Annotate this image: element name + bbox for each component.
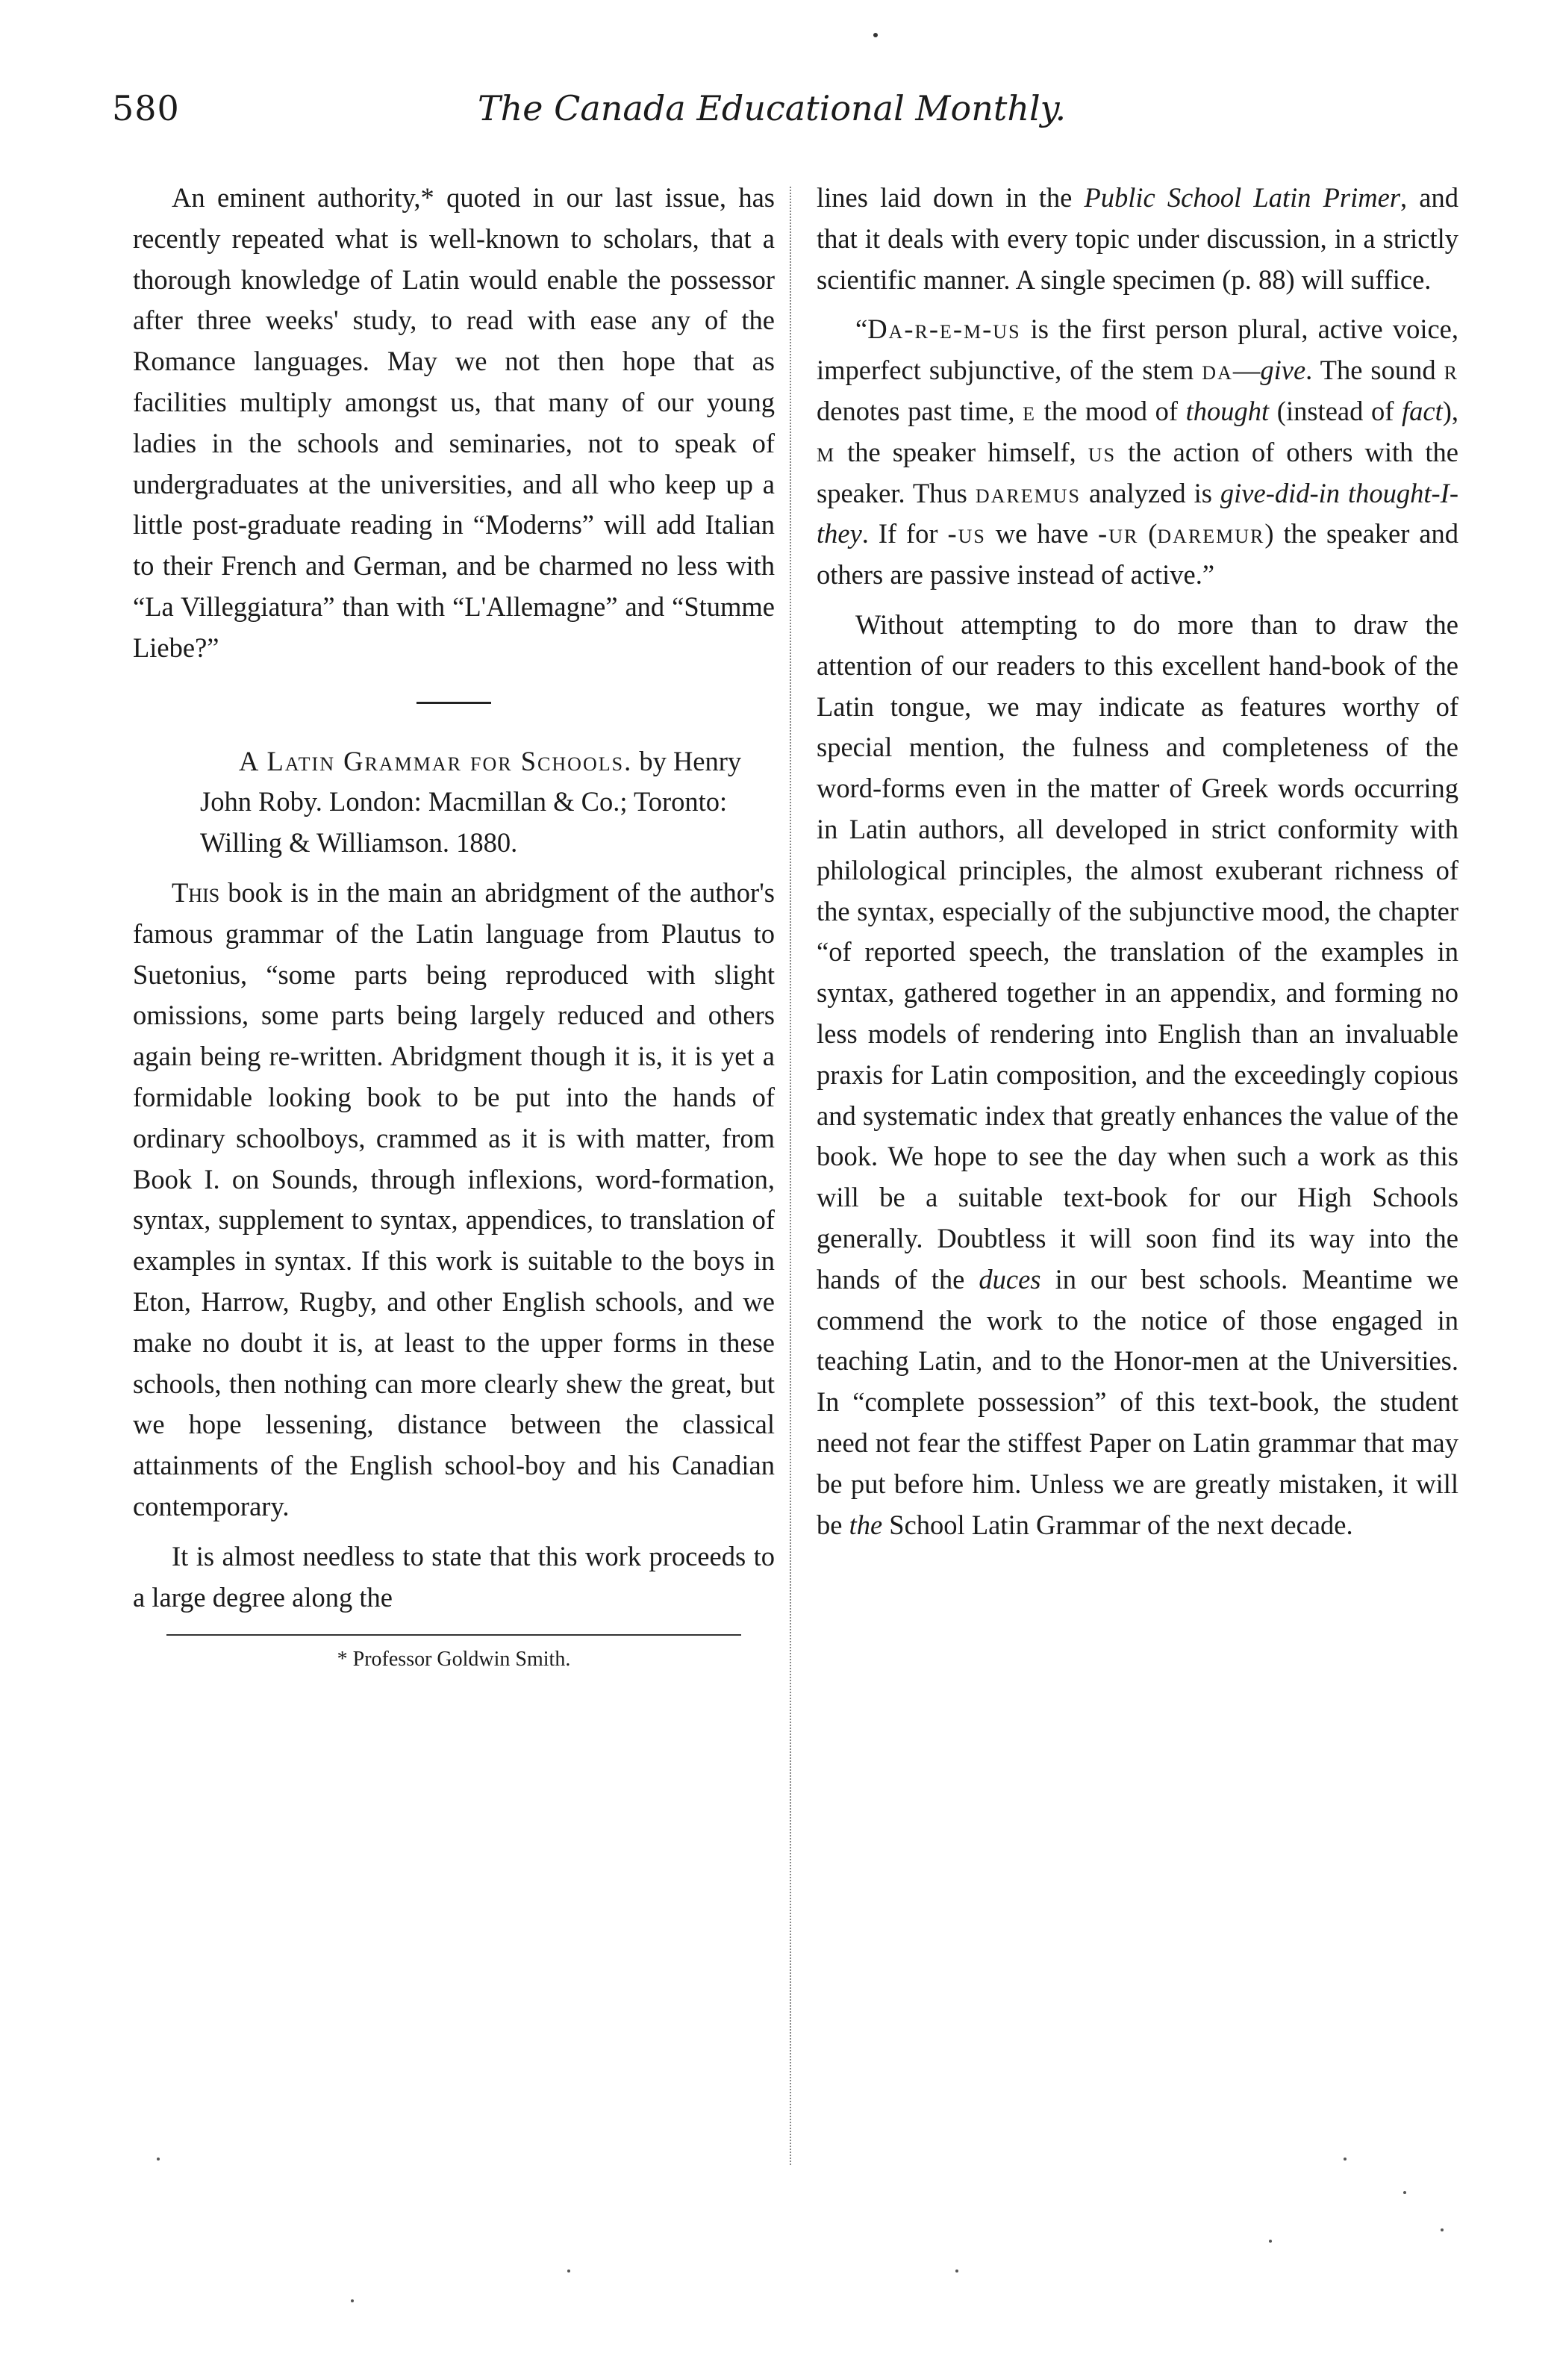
review-heading xyxy=(133,741,775,864)
review-book-details: by Henry John Roby. London: Macmillan & Co.; Toronto: Willing & Williamson. 1880. xyxy=(200,745,742,859)
text-run: ( xyxy=(1138,518,1158,549)
text-run: the mood of xyxy=(1036,395,1186,426)
text-run: Without attempting to do more than to draw the attention of our readers to this excellent hand-book of the Latin tongue, we may indicate as features worthy of special mention, the fulness and completeness of the word-forms even in the matter of Greek words occurring in Latin authors, all developed in strict conformity with philological principles, the almost exuberant richness of the syntax, especially of the subjunctive mood, the chapter “of reported speech, the translation of the examples in syntax, gathered together in an appendix, and forming no less models of rendering into English than an invaluable praxis for Latin composition, and the exceedingly copious and systematic index that greatly enhances the value of the book. We hope to see the day when such a work as this will be a suitable text-book for our High Schools generally. Doubtless it will soon find its way into the hands of the xyxy=(817,608,1458,1295)
quoted-specimen xyxy=(817,309,1458,596)
column-divider xyxy=(790,187,791,2165)
print-speck xyxy=(873,33,878,37)
text-run: we have xyxy=(985,518,1099,549)
review-book-title: A Latin Grammar for Schools. xyxy=(239,745,633,776)
text-run: ), xyxy=(1442,395,1458,426)
paragraph: It is almost needless to state that this work proceeds to a large degree along the xyxy=(133,1540,775,1613)
print-speck xyxy=(351,2299,354,2302)
italic-word: give-did-in thought-I-they xyxy=(817,477,1458,549)
paragraph xyxy=(817,178,1458,300)
smallcaps-word: da xyxy=(1202,355,1233,386)
footnote: * Professor Goldwin Smith. xyxy=(337,1648,571,1672)
text-run: , and that it deals with every topic under discussion, in a strictly scientific manner. A single specimen (p. 88) will suffice. xyxy=(817,182,1459,295)
print-speck xyxy=(1441,2228,1444,2231)
italic-word: duces xyxy=(979,1263,1041,1295)
text-run: is the first person plural, active voice, imperfect subjunctive, of the stem xyxy=(817,314,1458,386)
text-run: “ xyxy=(855,314,868,345)
italic-word: fact xyxy=(1401,395,1443,426)
page-number: 580 xyxy=(112,88,180,128)
text-run: (instead of xyxy=(1269,395,1402,426)
text-run: lines laid down in the xyxy=(817,182,1085,213)
smallcaps-word: Da-r-e-m-us xyxy=(867,314,1021,345)
paragraph xyxy=(133,873,775,1527)
right-column xyxy=(817,178,1458,1545)
footnote-rule xyxy=(166,1634,741,1636)
smallcaps-word: -us xyxy=(947,518,986,549)
text-run: denotes past time, xyxy=(817,395,1023,426)
print-speck xyxy=(1403,2191,1406,2194)
paragraph xyxy=(817,605,1458,1545)
text-run: the speaker himself, xyxy=(835,436,1088,467)
text-run: School Latin Grammar of the next decade. xyxy=(882,1509,1353,1540)
text-run: analyzed is xyxy=(1080,477,1220,508)
text-run: the action of others with the speaker. Thus xyxy=(817,436,1458,508)
book-title-italic: Public School Latin Primer xyxy=(1084,182,1401,213)
print-speck xyxy=(567,2270,570,2272)
italic-word: give xyxy=(1260,355,1306,386)
print-speck xyxy=(157,2158,160,2161)
text-run: ) the speaker and others are passive instead of active.” xyxy=(817,518,1458,591)
text-run: — xyxy=(1232,355,1261,386)
left-column xyxy=(133,178,775,1673)
print-speck xyxy=(1344,2158,1347,2161)
smallcaps-word: m xyxy=(817,436,836,467)
italic-word: thought xyxy=(1185,395,1270,426)
text-run: in our best schools. Meantime we commend the work to the notice of those engaged in teaching Latin, and to the Honor-men at the Universities. In “complete possession” of this text-book, the student need not fear the stiffest Paper on Latin grammar that may be put before him. Unless we are greatly mistaken, it will be xyxy=(817,1263,1458,1540)
smallcaps-word: e xyxy=(1023,395,1037,426)
smallcaps-word: us xyxy=(1088,436,1117,467)
paragraph: An eminent authority,* quoted in our last issue, has recently repeated what is well-known to scholars, that a thorough knowledge of Latin would enable the possessor after three weeks' study, to read with ease any of the Romance languages. May we not then hope that as facilities multiply amongst us, that many of our young ladies in the schools and seminaries, not to speak of undergraduates at the universities, and all who keep up a little post-graduate reading in “Moderns” will add Italian to their French and German, and be charmed no less with “La Villeggiatura” than with “L'Allemagne” and “Stumme Liebe?” xyxy=(133,182,775,663)
text-run: . If for xyxy=(861,518,948,549)
smallcaps-word: -ur xyxy=(1098,518,1139,549)
smallcaps-word: daremus xyxy=(975,477,1081,508)
smallcaps-word: r xyxy=(1444,355,1458,386)
section-rule xyxy=(416,702,491,704)
print-speck xyxy=(955,2270,958,2272)
running-title: The Canada Educational Monthly. xyxy=(478,88,1067,128)
text-run: . The sound xyxy=(1305,355,1444,386)
page-header xyxy=(112,88,1142,148)
paragraph-lead: This xyxy=(172,876,220,908)
smallcaps-word: daremur xyxy=(1157,518,1265,549)
print-speck xyxy=(1269,2240,1272,2243)
paragraph-body: book is in the main an abridgment of the author's famous grammar of the Latin language from Plautus to Suetonius, “some parts being reproduced with slight omissions, some parts being largely reduced and others again being re-written. Abridgment though it is, it is yet a formidable looking book to be put into the hands of ordinary schoolboys, crammed as it is with matter, from Book I. on Sounds, through inflexions, word-formation, syntax, supplement to syntax, appendices, to translation of examples in syntax. If this work is suitable to the boys in Eton, Harrow, Rugby, and other English schools, and we make no doubt it is, at least to the upper forms in these schools, then nothing can more clearly shew the great, but we hope lessening, distance between the classical attainments of the English school-boy and his Canadian contemporary. xyxy=(133,876,775,1521)
italic-word: the xyxy=(849,1509,883,1540)
